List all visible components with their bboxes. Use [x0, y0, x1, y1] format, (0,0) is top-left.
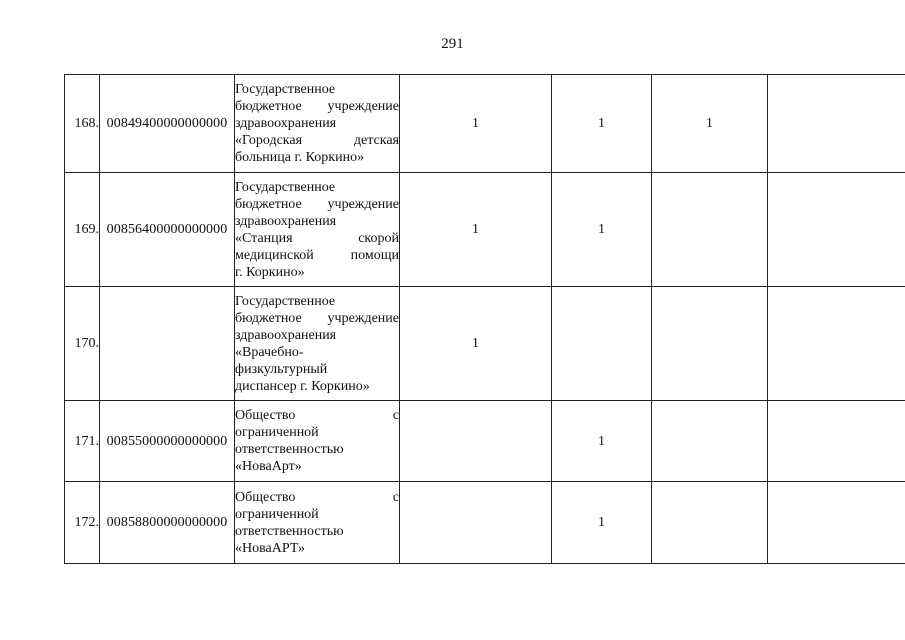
- organization-name-line: ограниченной: [235, 506, 319, 522]
- value-cell: [652, 287, 768, 401]
- organization-name-line: ответственностью: [235, 442, 344, 457]
- row-number: 171.: [65, 401, 100, 482]
- value-cell: [768, 401, 905, 482]
- organization-name-line: Общество с: [235, 489, 399, 505]
- organization-name-line: больница г. Коркино»: [235, 150, 365, 165]
- organization-name: [235, 401, 400, 482]
- organization-name-line: ответственностью: [235, 523, 344, 539]
- organization-name-line: диспансер г. Коркино»: [235, 378, 370, 394]
- organization-name-line: бюджетное учреждение: [235, 196, 399, 212]
- organization-name-line: г. Коркино»: [235, 264, 305, 280]
- table-row: [65, 75, 905, 173]
- organization-name-line: Государственное: [235, 82, 336, 97]
- table-row: [65, 482, 905, 564]
- value-cell: 1: [552, 401, 652, 482]
- organization-name-line: физкультурный: [235, 361, 328, 377]
- value-cell: [552, 287, 652, 401]
- row-number: 169.: [65, 173, 100, 287]
- organization-name-line: бюджетное учреждение: [235, 99, 399, 114]
- row-code: 00858800000000000: [100, 482, 235, 564]
- organization-name-line: здравоохранения: [235, 116, 337, 131]
- organization-name-line: Государственное: [235, 179, 336, 195]
- organization-name-line: медицинской помощи: [235, 247, 399, 263]
- registry-table: [64, 74, 905, 564]
- organization-name: [235, 482, 400, 564]
- organization-name-line: «НоваАрт»: [235, 459, 302, 474]
- table-row: [65, 173, 905, 287]
- value-cell: 1: [552, 482, 652, 564]
- value-cell: 1: [400, 75, 552, 173]
- row-number: 170.: [65, 287, 100, 401]
- organization-name-line: здравоохранения: [235, 327, 337, 343]
- value-cell: 1: [400, 173, 552, 287]
- row-number: 172.: [65, 482, 100, 564]
- value-cell: [768, 75, 905, 173]
- organization-name-line: бюджетное учреждение: [235, 310, 399, 326]
- row-code: 00849400000000000: [100, 75, 235, 173]
- table-row: [65, 401, 905, 482]
- value-cell: 1: [552, 173, 652, 287]
- organization-name: [235, 287, 400, 401]
- value-cell: [652, 482, 768, 564]
- value-cell: [768, 287, 905, 401]
- value-cell: 1: [400, 287, 552, 401]
- row-number: 168.: [65, 75, 100, 173]
- organization-name-line: «НоваАРТ»: [235, 540, 306, 556]
- organization-name-line: Общество с: [235, 408, 399, 423]
- row-code: 00856400000000000: [100, 173, 235, 287]
- table-row: [65, 287, 905, 401]
- organization-name-line: здравоохранения: [235, 213, 337, 229]
- value-cell: [400, 401, 552, 482]
- value-cell: 1: [652, 75, 768, 173]
- row-code: 00855000000000000: [100, 401, 235, 482]
- organization-name-line: Государственное: [235, 293, 336, 309]
- organization-name-line: «Станция скорой: [235, 230, 399, 246]
- value-cell: [652, 173, 768, 287]
- organization-name-line: «Врачебно-: [235, 344, 304, 360]
- value-cell: [768, 482, 905, 564]
- page-number: 291: [441, 36, 464, 52]
- organization-name-line: «Городская детская: [235, 133, 399, 148]
- organization-name: [235, 173, 400, 287]
- value-cell: [400, 482, 552, 564]
- organization-name-line: ограниченной: [235, 425, 319, 440]
- row-code: [100, 287, 235, 401]
- value-cell: [652, 401, 768, 482]
- value-cell: [768, 173, 905, 287]
- organization-name: [235, 75, 400, 173]
- value-cell: 1: [552, 75, 652, 173]
